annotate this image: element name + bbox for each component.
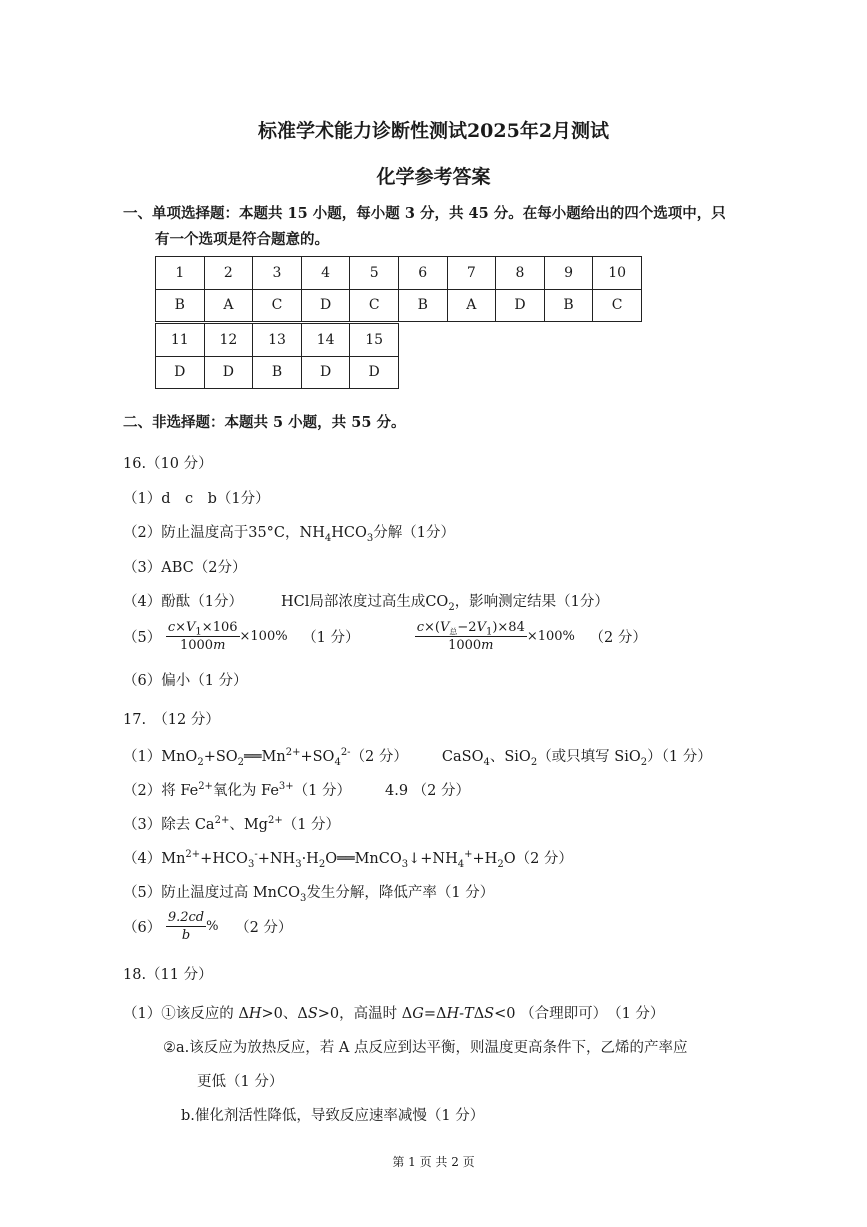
table-cell-num: 12: [204, 324, 253, 357]
q16-header: 16.（10 分）: [123, 456, 213, 472]
table-cell-ans: B: [253, 356, 302, 389]
table-cell-num: 3: [253, 257, 302, 290]
table-cell-ans: D: [204, 356, 253, 389]
q17-header: 17. （12 分）: [123, 712, 220, 728]
fraction-1: $\frac{c\times V_1\times 106}{1000m}$: [167, 620, 238, 653]
table-cell-ans: B: [544, 289, 593, 322]
q18-part2a-line2: 更低（1 分）: [197, 1074, 284, 1090]
table-cell-ans: C: [350, 289, 399, 322]
page-footer: 第 1 页 共 2 页: [392, 1155, 475, 1169]
q16-part1: （1）d c b（1分）: [123, 491, 270, 507]
q18-part2b: b.催化剂活性降低，导致反应速率减慢（1 分）: [181, 1108, 485, 1124]
table-cell-num: 8: [496, 257, 545, 290]
q16-part2: （2）防止温度高于35°C，$NH_4HCO_3$分解（1分）: [123, 525, 455, 544]
table-cell-num: 14: [301, 324, 350, 357]
table-cell-num: 13: [253, 324, 302, 357]
q17-part1: $(1)MnO_2+SO_2══Mn^{2+}+SO_4^{2-}(2$ 分） CaSO$_4$、SiO$_2$（或只填写 SiO$_2$）（1 分）: [123, 747, 712, 768]
table-cell-ans: A: [447, 289, 496, 322]
q17-part6: （6） $\frac{9.2cd}{b}$ % （2 分）: [123, 910, 293, 943]
q18-part1: （1）①该反应的 ΔH>0、ΔS>0，高温时 ΔG=ΔH-TΔS<0 （合理即可） （1 分）: [123, 1006, 665, 1022]
section1-heading-line2: 有一个选项是符合题意的。: [155, 231, 329, 248]
table-cell-ans: A: [204, 289, 253, 322]
table-cell-num: 11: [156, 324, 205, 357]
q17-part5: （5）防止温度过高 MnCO$_3$发生分解，降低产率（1 分）: [123, 885, 495, 904]
q18-part2a-line1: ②a.该反应为放热反应，若 A 点反应到达平衡，则温度更高条件下，乙烯的产率应: [163, 1040, 688, 1056]
page-title: 标准学术能力诊断性测试2025年2月测试: [257, 120, 610, 142]
fraction-2: $\frac{c\times(V_总-2V_1)\times 84}{1000m}$: [416, 620, 525, 653]
q16-part6: （6）偏小（1 分）: [123, 673, 248, 689]
table-cell-num: 15: [350, 324, 399, 357]
q16-part4: （4）酚酞（1分） HCl局部浓度过高生成$CO_2$，影响测定结果（1分）: [123, 594, 609, 613]
table-cell-ans: C: [593, 289, 642, 322]
q16-part5: （5） $\frac{c\times V_1\times 106}{1000m}$ ×100% （1 分） $\frac{c\times(V_总-2V_1)\times 84}{1000m}$ ×100% （2 分）: [123, 620, 647, 653]
table-cell-ans: B: [156, 289, 205, 322]
table-cell-num: 7: [447, 257, 496, 290]
table-cell-num: 4: [301, 257, 350, 290]
q16-part3: （3）ABC（2分）: [123, 560, 247, 576]
table-cell-ans: D: [496, 289, 545, 322]
q17-part2: （2）将 $Fe^{2+}$氧化为 $Fe^{3+}(1$ 分） 4.9 （2 分）: [123, 781, 471, 799]
q17-part4: $(4)Mn^{2+}+HCO_3^-+NH_3\cdot H_2O══MnCO_3↓+NH_4^++H_2O(2$ 分）: [123, 849, 573, 870]
table-cell-num: 2: [204, 257, 253, 290]
table-cell-num: 10: [593, 257, 642, 290]
fraction-3: $\frac{9.2cd}{b}$: [167, 910, 205, 943]
answer-table-row1: [155, 256, 642, 322]
table-cell-num: 9: [544, 257, 593, 290]
table-cell-num: 1: [156, 257, 205, 290]
q17-part3: （3）除去 $Ca^{2+}$、$Mg^{2+}(1$ 分）: [123, 815, 341, 833]
q18-header: 18.（11 分）: [123, 967, 213, 983]
page-subtitle: 化学参考答案: [376, 166, 491, 188]
table-cell-ans: D: [156, 356, 205, 389]
answer-table-row2: [155, 323, 399, 389]
table-cell-ans: B: [398, 289, 447, 322]
section1-heading-line1: 一、单项选择题：本题共 15 小题，每小题 3 分，共 45 分。在每小题给出的四个选项中，只: [123, 205, 726, 222]
table-cell-ans: D: [350, 356, 399, 389]
table-cell-num: 5: [350, 257, 399, 290]
section2-heading: 二、非选择题：本题共 5 小题，共 55 分。: [123, 414, 406, 431]
table-cell-ans: D: [301, 356, 350, 389]
table-cell-ans: C: [253, 289, 302, 322]
table-cell-num: 6: [398, 257, 447, 290]
table-cell-ans: D: [301, 289, 350, 322]
